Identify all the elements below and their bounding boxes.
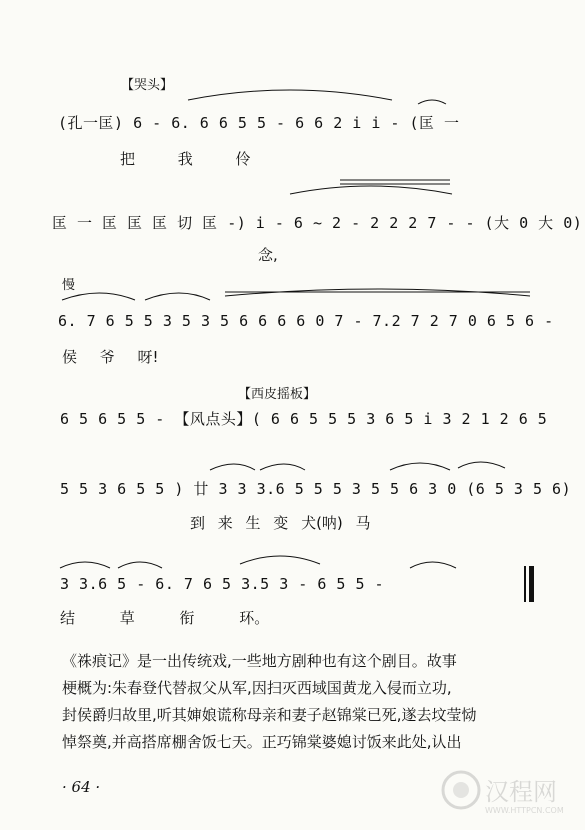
notation-line-4: 6 5 6 5 5 - 【风点头】( 6 6 5 5 5 3 6 5 i 3 2 1 2 6 5 — [60, 410, 548, 428]
notation-line-6: 3 3.6 5 - 6. 7 6 5 3.5 3 - 6 5 5 - — [60, 575, 385, 593]
prose-line-2: 梗概为:朱春登代替叔父从军,因扫灭西域国黄龙入侵而立功, — [62, 679, 452, 697]
lyrics-line-2: 念, — [258, 246, 278, 264]
lyrics-line-5: 到 来 生 变 犬(呐) 马 — [190, 514, 371, 532]
lyrics-line-3: 侯 爷 呀! — [62, 348, 159, 366]
watermark-url: WWW.HTTPCN.COM — [485, 806, 564, 815]
notation-line-3: 6. 7 6 5 5 3 5 3 5 6 6 6 6 0 7 - 7.2 7 2 7 0 6 5 6 - — [58, 312, 554, 330]
site-watermark — [439, 764, 579, 824]
prose-line-3: 封侯爵归故里,听其婶娘谎称母亲和妻子赵锦棠已死,遂去坟莹恸 — [62, 706, 477, 724]
prose-line-1: 《祩痕记》是一出传统戏,一些地方剧种也有这个剧目。故事 — [62, 652, 457, 670]
lyrics-line-1: 把 我 伶 — [120, 150, 251, 168]
lyrics-line-6: 结 草 衔 环。 — [60, 609, 270, 627]
tempo-mark-man: 慢 — [62, 278, 76, 293]
annotation-ku-tou: 【哭头】 — [121, 78, 174, 93]
prose-line-4: 悼祭奠,并高搭席棚舍饭七天。正巧锦棠婆媳讨饭来此处,认出 — [62, 733, 462, 751]
page-number: · 64 · — [62, 778, 101, 796]
notation-line-1: (孔一匡) 6 - 6. 6 6 5 5 - 6 6 2 i i - (匡 一 — [58, 114, 460, 132]
watermark-text: 汉程网 — [485, 778, 557, 806]
annotation-xipi-yaoban: 【西皮摇板】 — [238, 387, 317, 402]
notation-line-5: 5 5 3 6 5 5 ) 廿 3 3 3.6 5 5 5 3 5 5 6 3 0 (6 5 3 5 6) — [60, 480, 572, 498]
notation-line-2: 匡 一 匡 匡 匡 切 匡 -) i - 6 ~ 2 - 2 2 2 7 - - (大 0 大 0) — [52, 214, 583, 232]
